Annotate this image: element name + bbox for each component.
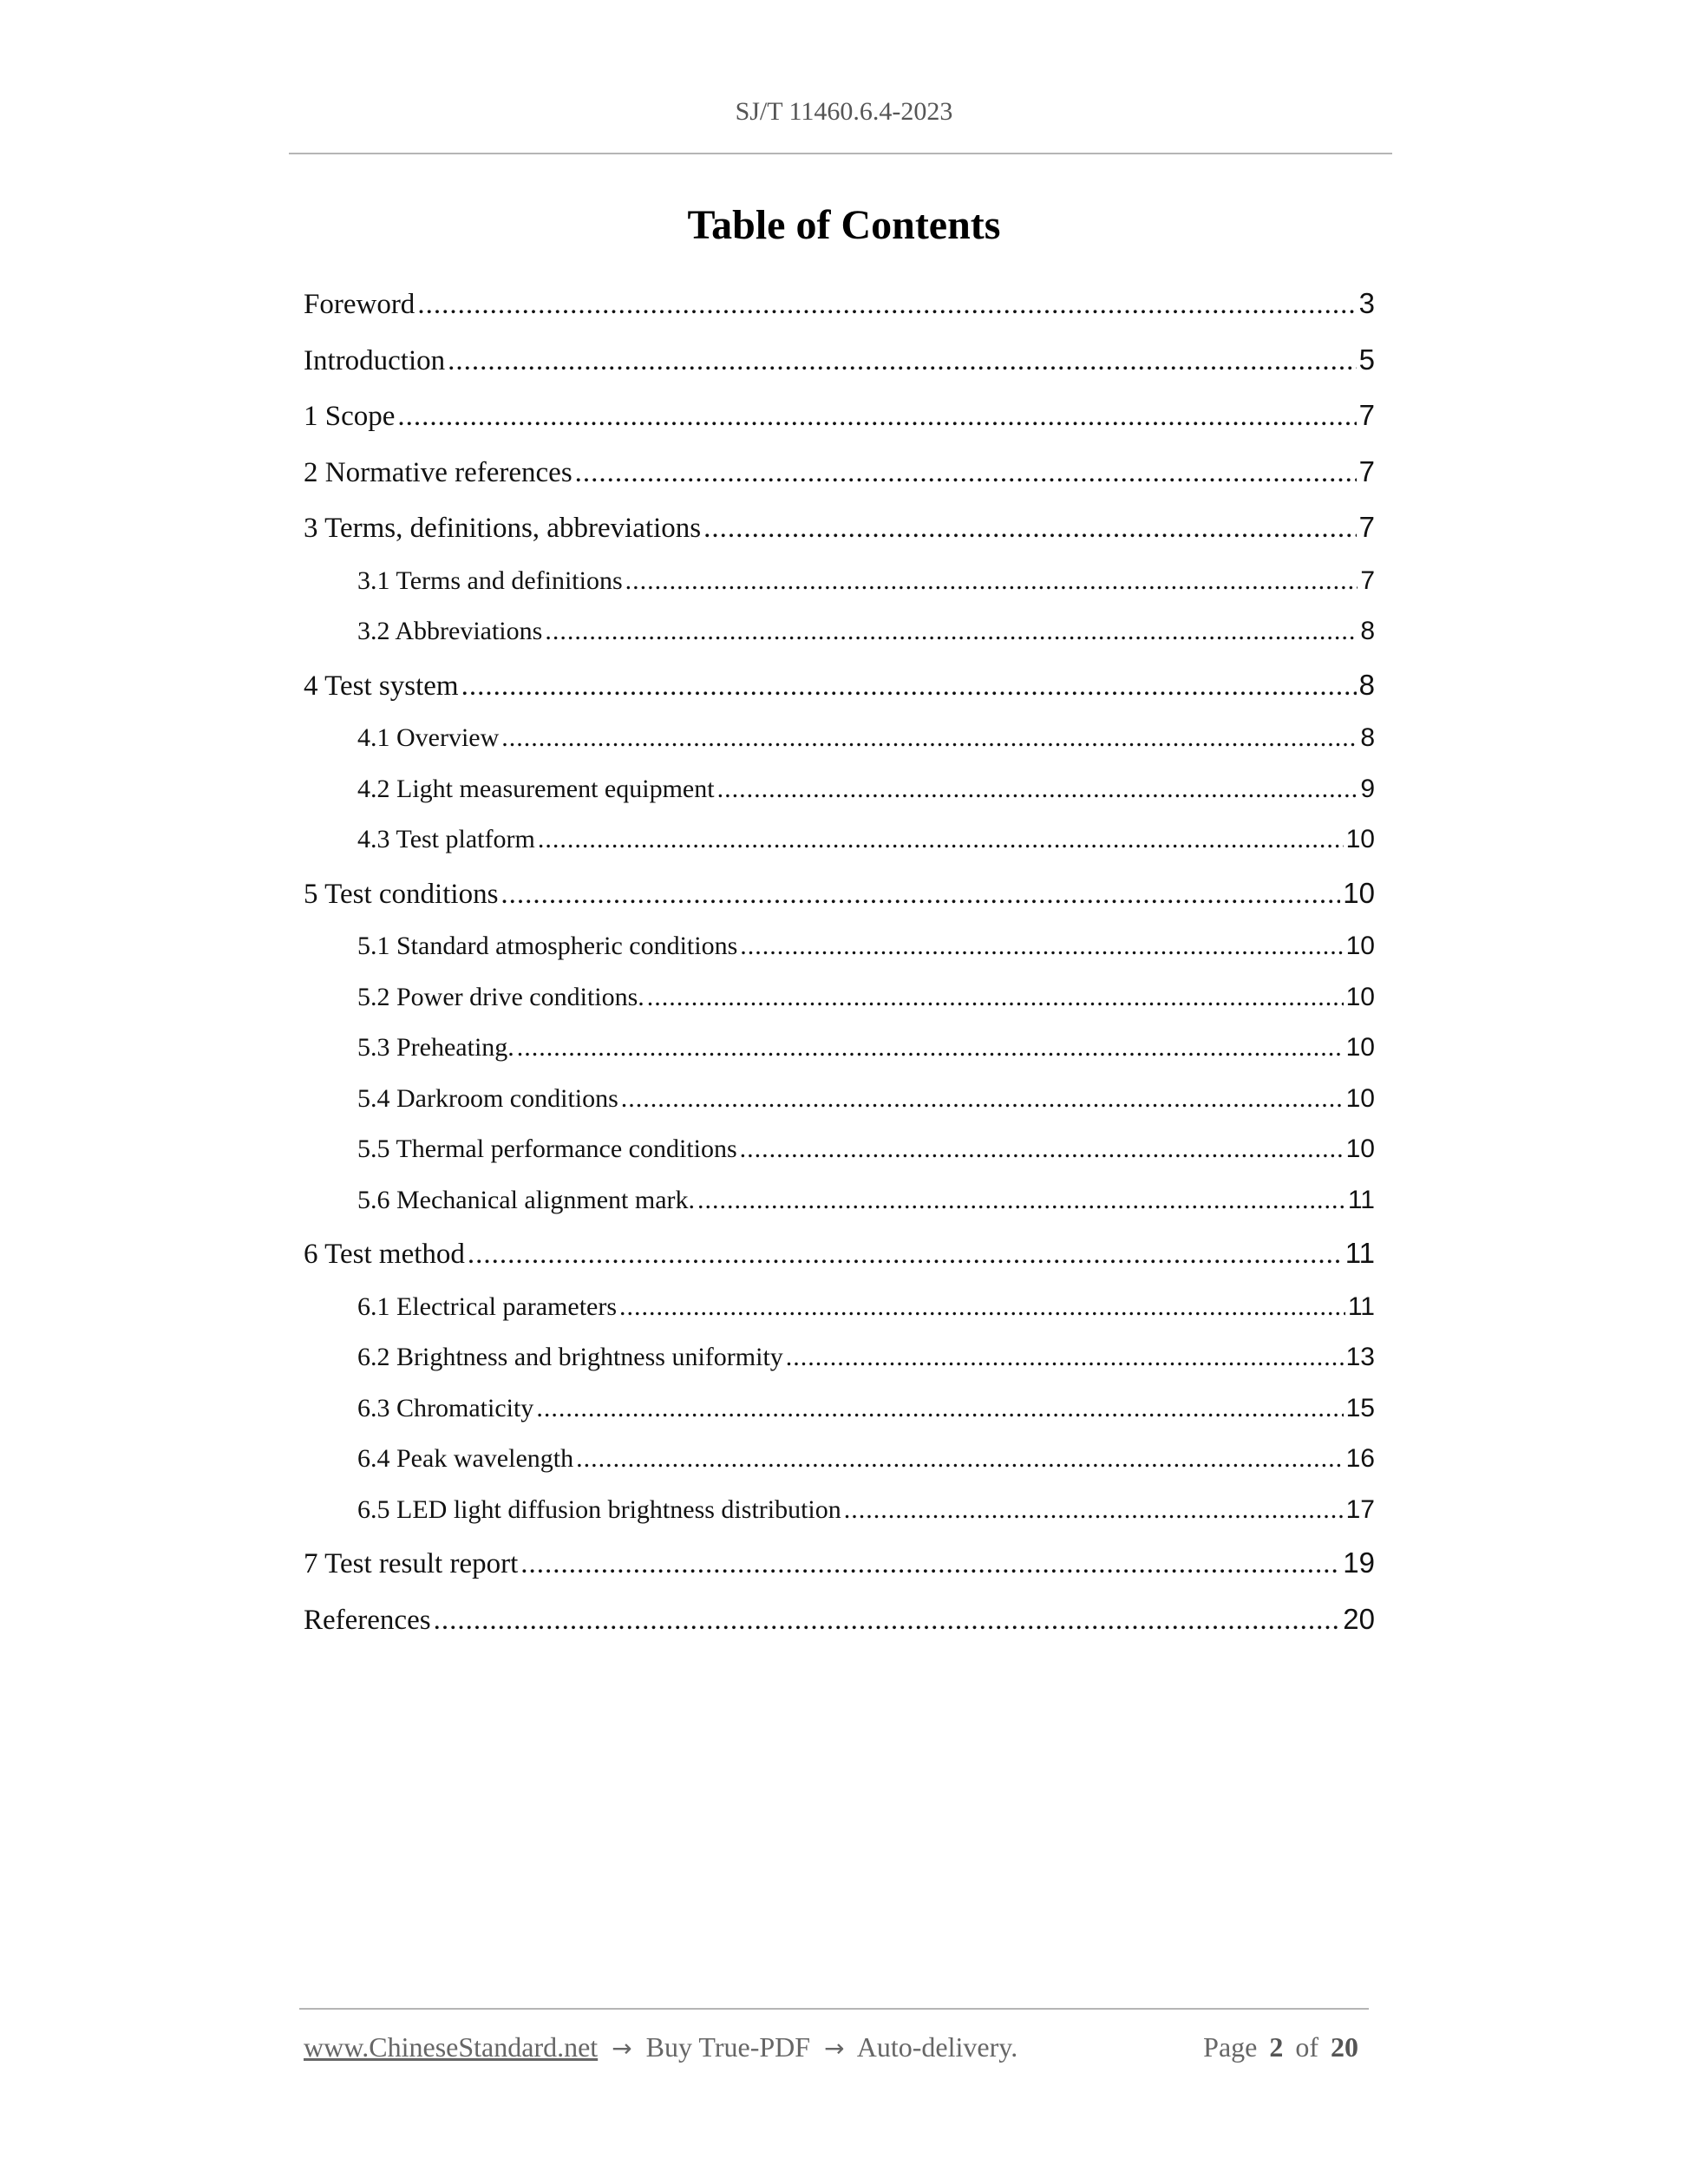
toc-entry[interactable] [304,713,1375,764]
toc-entry-page: 17 [1345,1494,1375,1524]
toc-entry-label: 3.2 Abbreviations [357,617,543,645]
toc-dot-leader [545,606,1358,657]
toc-entry-page: 11 [1347,1185,1375,1214]
toc-entry-page: 19 [1343,1546,1375,1579]
toc-entry[interactable] [304,1434,1375,1485]
toc-entry-label: Foreword [304,289,415,320]
toc-dot-leader [520,1536,1340,1592]
toc-entry[interactable] [304,1535,1375,1592]
toc-entry-label: Introduction [304,344,446,376]
toc-entry-label: 1 Scope [304,401,396,432]
delivery-text: Auto-delivery. [856,2031,1018,2063]
toc-entry-page: 10 [1345,1033,1375,1062]
toc-entry-page: 8 [1360,617,1375,645]
toc-entry-page: 20 [1343,1602,1375,1635]
page-indicator [1203,2031,1364,2063]
toc-dot-leader [397,389,1356,444]
toc-entry[interactable] [304,866,1375,922]
toc-dot-leader [417,277,1356,332]
toc-entry-label: 6.2 Brightness and brightness uniformity [357,1343,783,1371]
toc-entry-label: 6.1 Electrical parameters [357,1291,618,1321]
header-divider [289,153,1392,154]
toc-dot-leader [575,445,1357,500]
toc-dot-leader [434,1592,1341,1648]
toc-dot-leader [740,921,1343,972]
toc-dot-leader [697,1175,1345,1226]
toc-entry[interactable] [304,388,1375,444]
toc-entry-label: 4.2 Light measurement equipment [357,774,715,803]
toc-entry-label: References [304,1604,431,1636]
toc-entry-page: 10 [1343,876,1375,909]
toc-entry-label: 5.3 Preheating. [357,1033,514,1062]
toc-entry[interactable] [304,1383,1375,1435]
toc-entry-label: 5.1 Standard atmospheric conditions [357,932,738,960]
toc-entry[interactable] [304,1485,1375,1536]
toc-dot-leader [501,866,1340,922]
toc-entry-page: 10 [1345,1083,1375,1113]
toc-entry-page: 11 [1345,1237,1375,1269]
toc-dot-leader [538,814,1344,866]
toc-entry-page: 7 [1360,566,1375,595]
site-link[interactable]: www.ChineseStandard.net [304,2031,599,2063]
toc-entry[interactable] [304,1226,1375,1282]
toc-entry-label: 6.3 Chromaticity [357,1393,534,1422]
toc-entry-page: 9 [1360,774,1375,803]
toc-entry[interactable] [304,921,1375,972]
toc-dot-leader [740,1124,1344,1175]
toc-entry-label: 2 Normative references [304,456,572,488]
toc-entry-label: 5.6 Mechanical alignment mark. [357,1185,696,1214]
toc-entry-page: 11 [1347,1291,1375,1321]
footer-divider [299,2008,1369,2010]
toc-entry-page: 3 [1358,287,1375,319]
toc-entry[interactable] [304,1074,1375,1125]
toc-entry-label: 5.4 Darkroom conditions [357,1083,618,1113]
toc-dot-leader [501,713,1358,764]
toc-entry-page: 10 [1345,825,1375,853]
toc-dot-leader [576,1434,1344,1485]
toc-entry-page: 5 [1358,343,1375,376]
page-label: Page [1203,2031,1258,2063]
toc-entry-label: 3 Terms, definitions, abbreviations [304,513,702,544]
toc-entry-label: 5.2 Power drive conditions. [357,982,644,1011]
toc-dot-leader [625,556,1358,607]
toc-dot-leader [619,1282,1345,1333]
toc-entry[interactable] [304,332,1375,389]
toc-entry-label: 5.5 Thermal performance conditions [357,1135,737,1163]
page-title: Table of Contents [687,202,1001,248]
toc-dot-leader [717,764,1358,815]
toc-entry[interactable] [304,814,1375,866]
toc-entry-label: 4.3 Test platform [357,825,535,853]
toc-dot-leader [621,1074,1344,1125]
toc-dot-leader [448,333,1357,389]
toc-dot-leader [786,1332,1344,1383]
toc-entry-page: 7 [1358,511,1375,543]
toc-entry[interactable] [304,1332,1375,1383]
page-current: 2 [1269,2031,1284,2063]
toc-entry[interactable] [304,657,1375,714]
toc-entry-label: 6.5 LED light diffusion brightness distribution [357,1494,841,1524]
toc-entry-label: 3.1 Terms and definitions [357,566,623,595]
toc-entry-page: 7 [1358,454,1375,487]
toc-entry[interactable] [304,606,1375,657]
toc-entry-label: 6 Test method [304,1239,465,1270]
arrow-right-icon: → [824,2034,845,2063]
toc-entry[interactable] [304,1124,1375,1175]
toc-entry-page: 8 [1360,723,1375,752]
toc-dot-leader [647,972,1344,1023]
toc-entry-label: 7 Test result report [304,1548,519,1579]
toc-entry-page: 10 [1345,932,1375,960]
toc-dot-leader [461,658,1357,714]
toc-entry-page: 10 [1345,982,1375,1011]
toc-dot-leader [468,1226,1343,1282]
toc-entry[interactable] [304,444,1375,500]
toc-entry-label: 6.4 Peak wavelength [357,1444,574,1473]
toc-entry-label: 4.1 Overview [357,723,500,752]
toc-entry[interactable] [304,1592,1375,1648]
table-of-contents [304,276,1375,1647]
toc-entry-label: 4 Test system [304,670,459,702]
toc-entry[interactable] [304,556,1375,607]
toc-entry[interactable] [304,1023,1375,1074]
toc-dot-leader [703,500,1357,556]
toc-dot-leader [536,1383,1343,1435]
toc-entry[interactable] [304,764,1375,815]
toc-dot-leader [844,1485,1344,1536]
toc-entry-page: 15 [1345,1393,1375,1422]
page-total: 20 [1331,2031,1358,2063]
toc-entry[interactable] [304,276,1375,332]
toc-entry[interactable] [304,500,1375,556]
toc-dot-leader [517,1023,1344,1074]
toc-entry[interactable] [304,1175,1375,1226]
toc-entry[interactable] [304,972,1375,1023]
footer-promo [304,2031,1017,2063]
document-code-header: SJ/T 11460.6.4-2023 [735,97,953,126]
toc-entry-page: 7 [1358,399,1375,431]
toc-entry-page: 16 [1345,1444,1375,1473]
page-of-label: of [1295,2031,1318,2063]
arrow-right-icon: → [612,2034,632,2063]
buy-text: Buy True-PDF [645,2031,811,2063]
toc-entry-page: 13 [1345,1343,1375,1371]
toc-entry-label: 5 Test conditions [304,878,499,910]
toc-entry-page: 8 [1358,668,1375,701]
toc-entry-page: 10 [1345,1135,1375,1163]
toc-entry[interactable] [304,1282,1375,1333]
